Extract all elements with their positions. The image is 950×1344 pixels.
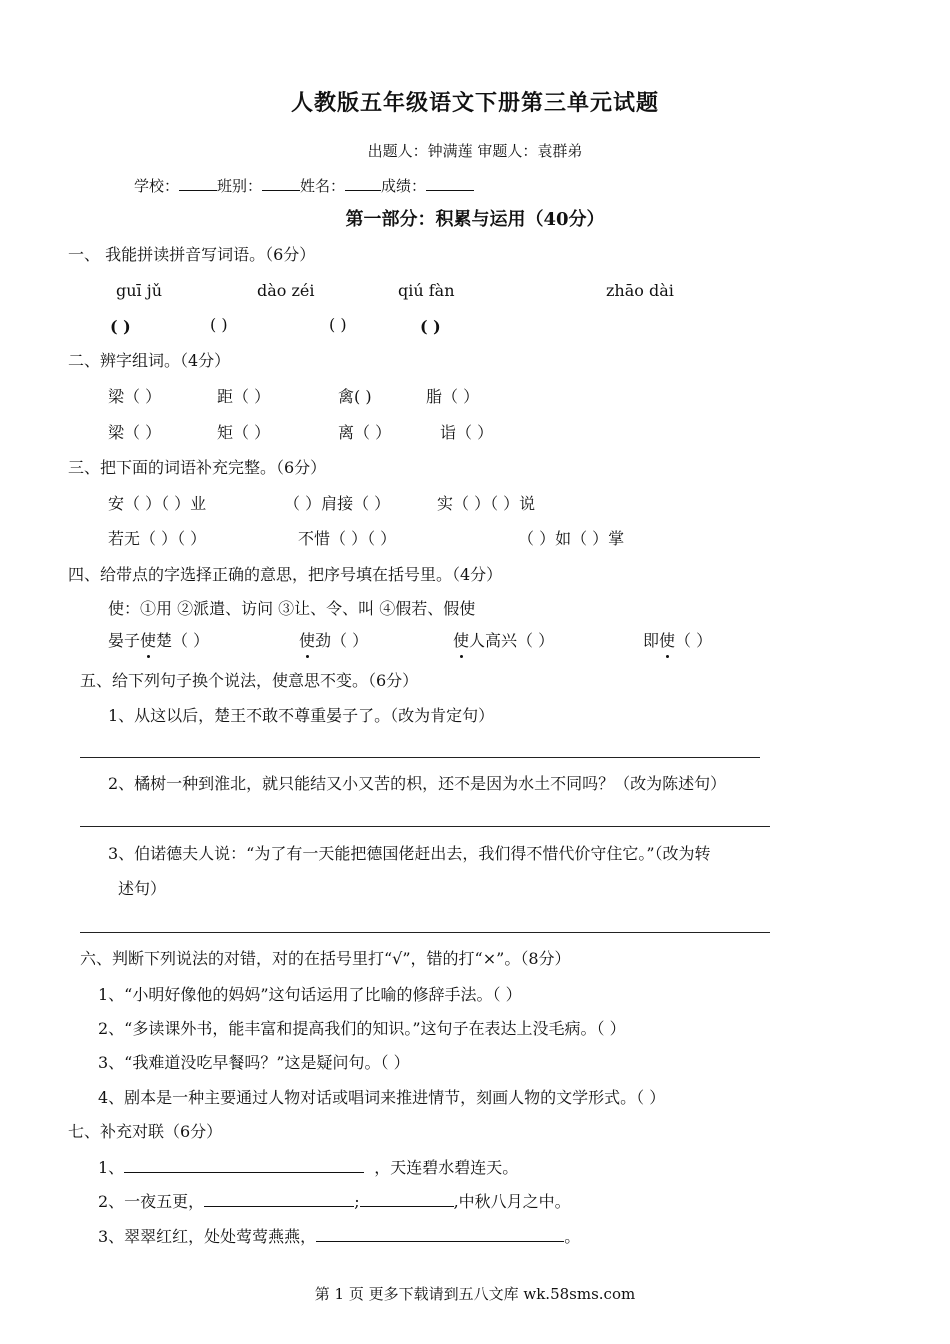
q5-answer-line-3[interactable] [80, 932, 770, 933]
q6-heading: 六、判断下列说法的对错，对的在括号里打“√”，错的打“×”。（8分） [80, 949, 571, 968]
q7-couplet-3-text: 3、翠翠红红，处处莺莺燕燕， [98, 1227, 317, 1246]
q5-sentence-3-line-1: 3、伯诺德夫人说：“为了有一天能把德国佬赶出去，我们得不惜代价守住它。”（改为转 [108, 844, 711, 863]
page-title: 人教版五年级语文下册第三单元试题 [290, 90, 659, 116]
class-label: 班别： [217, 177, 263, 195]
q5-sentence-1: 1、从这以后，楚王不敢不尊重晏子了。（改为肯定句） [108, 706, 495, 725]
q4-item-1-suffix: 楚（ ） [156, 631, 210, 650]
school-label: 学校： [134, 177, 180, 195]
q3-row2-item-2[interactable]: 不惜（ ）（ ） [298, 529, 397, 548]
q1-pinyin-3: qiú fàn [398, 281, 455, 300]
q4-item-4-suffix: （ ） [675, 631, 713, 650]
score-field[interactable] [426, 174, 474, 191]
q7-couplet-1 [98, 1156, 518, 1179]
q3-row1-item-3[interactable]: 实（ ）（ ）说 [437, 494, 536, 513]
q2-row2-item-1[interactable]: 梁（ ） [108, 423, 162, 442]
q2-row1-item-3[interactable]: 禽( ) [338, 387, 372, 406]
class-field[interactable] [262, 174, 300, 191]
q5-answer-line-2[interactable] [80, 826, 770, 827]
q1-answer-1[interactable]: ( ) [110, 317, 131, 336]
school-field[interactable] [179, 174, 217, 191]
q7-couplet-1-blank[interactable] [124, 1156, 364, 1173]
q4-item-3-suffix: 人高兴（ ） [469, 631, 555, 650]
student-info-line [134, 174, 474, 197]
q4-item-3[interactable] [453, 630, 554, 652]
q1-pinyin-2: dào zéi [257, 281, 315, 300]
q4-item-4-prefix: 即 [643, 631, 660, 650]
q7-couplet-2-blank-2[interactable] [360, 1190, 454, 1207]
q1-heading: 一、 我能拼读拼音写词语。（6分） [68, 245, 316, 264]
q7-couplet-2 [98, 1190, 571, 1213]
q6-item-4[interactable]: 4、剧本是一种主要通过人物对话或唱词来推进情节，刻画人物的文学形式。（ ） [98, 1088, 666, 1107]
q7-heading: 七、补充对联（6分） [68, 1122, 223, 1141]
q6-item-3[interactable]: 3、“我难道没吃早餐吗？”这是疑问句。（ ） [98, 1053, 410, 1072]
q4-item-1-prefix: 晏子 [108, 631, 141, 650]
q5-sentence-2: 2、橘树一种到淮北，就只能结又小又苦的枳，还不是因为水土不同吗？（改为陈述句） [108, 774, 727, 793]
q3-row2-item-3[interactable]: （ ）如（ ）掌 [518, 529, 625, 548]
q5-heading: 五、给下列句子换个说法，使意思不变。（6分） [80, 671, 419, 690]
q7-couplet-2-text-a: 2、一夜五更， [98, 1192, 205, 1211]
q3-row1-item-2[interactable]: （ ）肩接（ ） [284, 494, 391, 513]
q6-item-2[interactable]: 2、“多读课外书，能丰富和提高我们的知识。”这句子在表达上没毛病。（ ） [98, 1019, 626, 1038]
q7-couplet-3 [98, 1225, 580, 1248]
q7-couplet-3-end: 。 [564, 1227, 581, 1246]
q3-row1-item-1[interactable]: 安（ ）（ ）业 [108, 494, 207, 513]
q7-couplet-1-number: 1、 [98, 1158, 125, 1177]
q4-item-2[interactable] [299, 630, 368, 652]
page-footer: 第 1 页 更多下载请到五八文库 wk.58sms.com [314, 1285, 636, 1303]
q7-couplet-2-separator: ; [354, 1192, 360, 1211]
q1-pinyin-4: zhāo dài [606, 281, 674, 300]
q4-options: 使：①用 ②派遣、访问 ③让、令、叫 ④假若、假使 [108, 599, 476, 618]
part1-heading: 第一部分：积累与运用（40分） [345, 209, 605, 230]
authors-line: 出题人：钟满莲 审题人：袁群弟 [367, 142, 583, 160]
q2-heading: 二、辨字组词。（4分） [68, 351, 231, 370]
q1-answer-4[interactable]: ( ) [420, 317, 441, 336]
q7-couplet-1-text: ，天连碧水碧连天。 [374, 1158, 519, 1177]
q4-item-1[interactable] [108, 630, 209, 652]
q1-answer-3[interactable]: ( ) [329, 315, 347, 334]
q1-pinyin-1: guī jǔ [116, 281, 163, 300]
q3-heading: 三、把下面的词语补充完整。（6分） [68, 458, 327, 477]
q4-item-3-dotted-char: 使 [453, 631, 470, 650]
q5-answer-line-1[interactable] [80, 757, 760, 758]
name-label: 姓名： [300, 177, 346, 195]
q4-item-2-suffix: 劲（ ） [315, 631, 369, 650]
q2-row2-item-2[interactable]: 矩（ ） [217, 423, 271, 442]
q2-row2-item-4[interactable]: 诣（ ） [440, 423, 494, 442]
q3-row2-item-1[interactable]: 若无（ ）（ ） [108, 529, 207, 548]
q2-row1-item-4[interactable]: 脂（ ） [426, 387, 480, 406]
q5-sentence-3-line-2: 述句） [118, 879, 167, 898]
score-label: 成绩： [381, 177, 427, 195]
q4-item-4[interactable] [643, 630, 712, 652]
q4-item-2-dotted-char: 使 [299, 631, 316, 650]
q2-row1-item-2[interactable]: 距（ ） [217, 387, 271, 406]
q6-item-1[interactable]: 1、“小明好像他的妈妈”这句话运用了比喻的修辞手法。（ ） [98, 985, 522, 1004]
q7-couplet-2-blank-1[interactable] [204, 1190, 354, 1207]
q2-row2-item-3[interactable]: 离（ ） [338, 423, 392, 442]
q1-answer-2[interactable]: ( ) [210, 315, 228, 334]
q7-couplet-2-text-b: ,中秋八月之中。 [453, 1192, 571, 1211]
q4-heading: 四、给带点的字选择正确的意思，把序号填在括号里。（4分） [68, 565, 503, 584]
q4-item-1-dotted-char: 使 [140, 631, 157, 650]
q2-row1-item-1[interactable]: 梁（ ） [108, 387, 162, 406]
q4-item-4-dotted-char: 使 [659, 631, 676, 650]
name-field[interactable] [345, 174, 381, 191]
q7-couplet-3-blank[interactable] [316, 1225, 564, 1242]
